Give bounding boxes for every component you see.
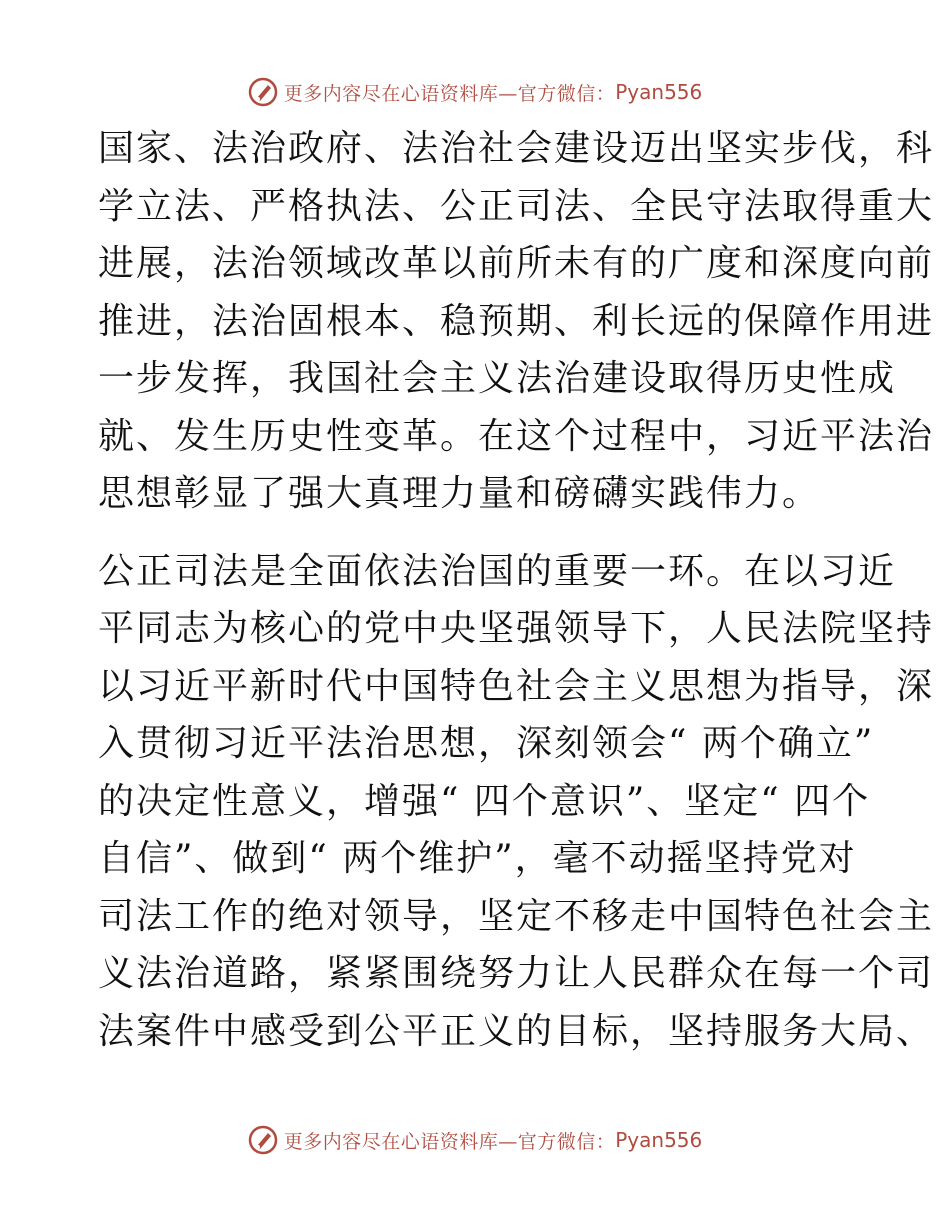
footer-watermark-banner (0, 1120, 950, 1160)
text-line: 国家、法治政府、法治社会建设迈出坚实步伐，科 (98, 128, 935, 169)
banner-text: 更多内容尽在心语资料库—官方微信： (283, 1130, 616, 1153)
text-line: 公正司法是全面依法治国的重要一环。在以习近 (98, 550, 897, 592)
text-line: 以习近平新时代中国特色社会主义思想为指导，深 (98, 665, 935, 707)
text-line: 就、发生历史性变革。在这个过程中，习近平法治 (98, 415, 935, 457)
text-line: 自信”、做到“ 两个维护”，毫不动摇坚持党对 (98, 838, 857, 879)
paragraph-spacer (98, 523, 858, 543)
text-line: 进展，法治领域改革以前所未有的广度和深度向前 (98, 243, 935, 284)
text-line: 司法工作的绝对领导，坚定不移走中国特色社会主 (98, 895, 935, 937)
text-line: 法案件中感受到公平正义的目标，坚持服务大局、 (98, 1010, 935, 1052)
paragraph-2 (98, 543, 935, 1061)
text-line: 义法治道路，紧紧围绕努力让人民群众在每一个司 (98, 953, 935, 994)
text-line: 平同志为核心的党中央坚强领导下，人民法院坚持 (98, 608, 935, 649)
text-line: 的决定性意义，增强“ 四个意识”、坚定“ 四个 (98, 780, 871, 822)
document-body (98, 120, 935, 1060)
banner-handle: Pyan556 (615, 1128, 703, 1152)
paragraph-1 (98, 120, 935, 523)
pen-logo-icon (248, 77, 278, 107)
text-line: 推进，法治固根本、稳预期、利长远的保障作用进 (98, 300, 935, 342)
pen-logo-icon (248, 1125, 278, 1155)
text-line: 思想彰显了强大真理力量和磅礴实践伟力。 (98, 473, 821, 514)
text-line: 学立法、严格执法、公正司法、全民守法取得重大 (98, 185, 935, 227)
header-watermark-banner (0, 72, 950, 112)
banner-text: 更多内容尽在心语资料库—官方微信： (283, 82, 616, 105)
text-line: 入贯彻习近平法治思想，深刻领会“ 两个确立” (98, 723, 875, 764)
text-line: 一步发挥，我国社会主义法治建设取得历史性成 (98, 358, 897, 399)
banner-handle: Pyan556 (615, 80, 703, 104)
